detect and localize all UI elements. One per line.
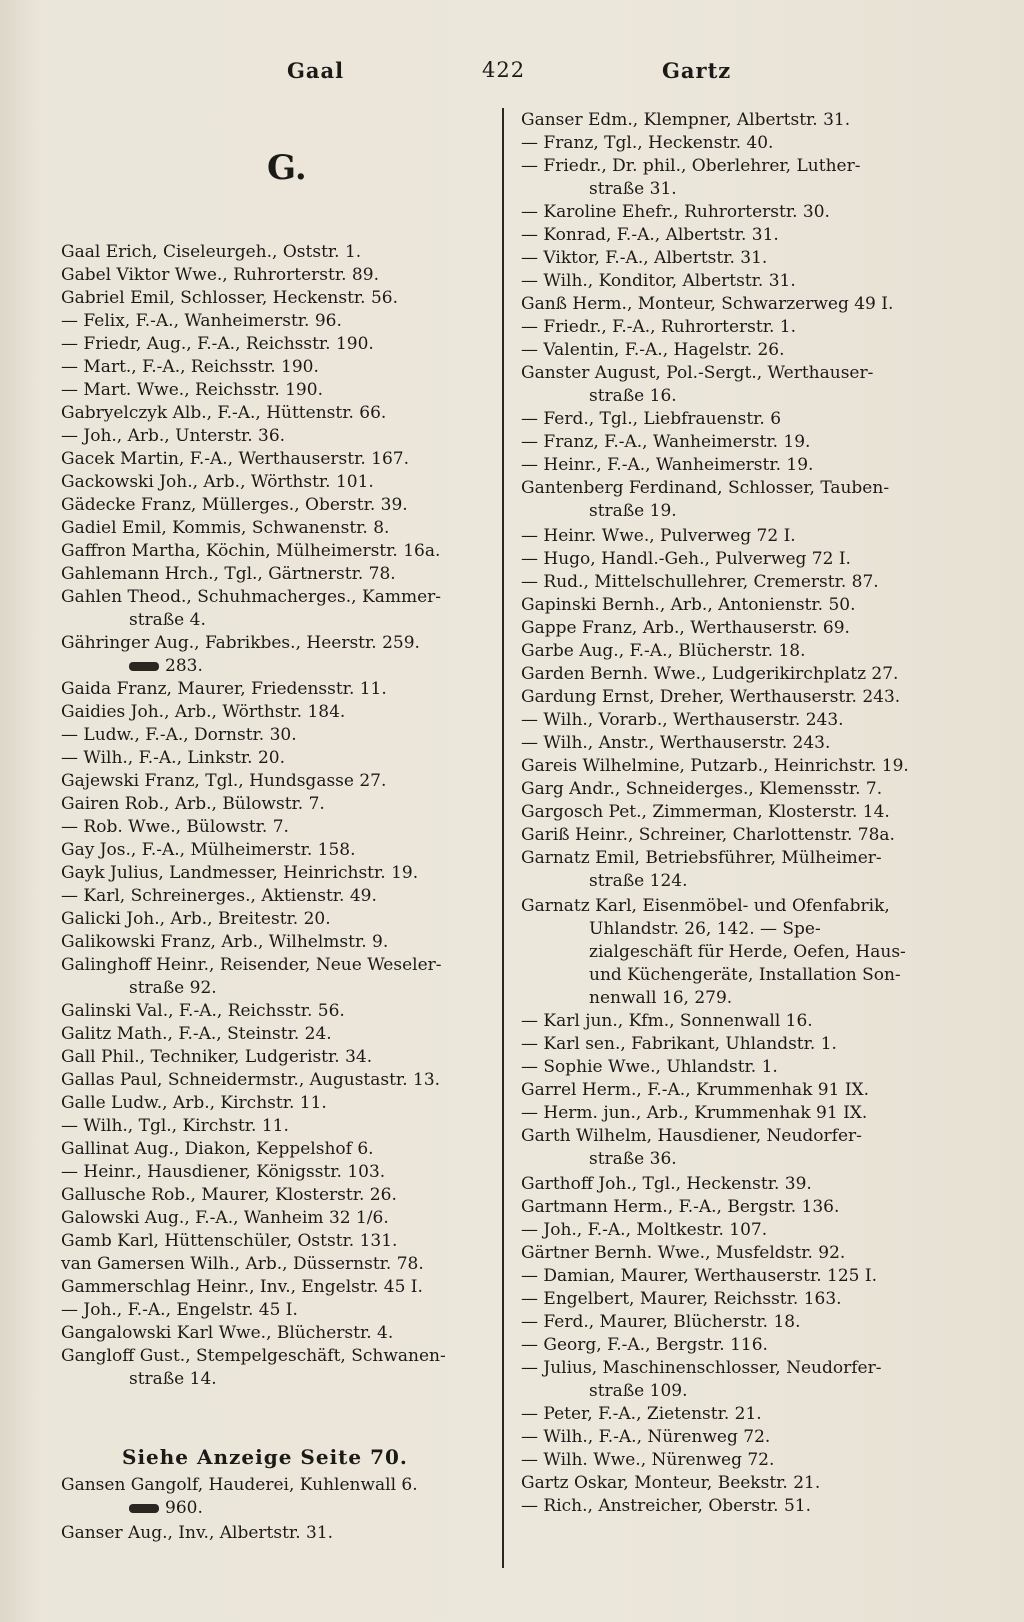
left-entry-line: — Felix, F.-A., Wanheimerstr. 96. bbox=[61, 311, 342, 331]
right-entry-line: Garthoff Joh., Tgl., Heckenstr. 39. bbox=[521, 1174, 812, 1194]
left-entry-line: Gähringer Aug., Fabrikbes., Heerstr. 259. bbox=[61, 633, 420, 653]
right-entry-line: — Rud., Mittelschullehrer, Cremerstr. 87. bbox=[521, 572, 879, 592]
left-entry-line: — Rob. Wwe., Bülowstr. 7. bbox=[61, 817, 289, 837]
right-entry-line: — Viktor, F.-A., Albertstr. 31. bbox=[521, 248, 768, 268]
left-entry-line: van Gamersen Wilh., Arb., Düssernstr. 78. bbox=[61, 1254, 424, 1274]
left-entry-line: Gairen Rob., Arb., Bülowstr. 7. bbox=[61, 794, 325, 814]
right-entry-line: — Sophie Wwe., Uhlandstr. 1. bbox=[521, 1057, 778, 1077]
left-entry-line: — Wilh., F.-A., Linkstr. 20. bbox=[61, 748, 286, 768]
left-entry-line: Gamb Karl, Hüttenschüler, Oststr. 131. bbox=[61, 1231, 398, 1251]
right-entry-line: Garrel Herm., F.-A., Krummenhak 91 IX. bbox=[521, 1080, 870, 1100]
right-entry-line: Gartz Oskar, Monteur, Beekstr. 21. bbox=[521, 1473, 821, 1493]
left-entry-line: Gangloff Gust., Stempelgeschäft, Schwanen- bbox=[61, 1346, 446, 1366]
left-entry-line: Gaida Franz, Maurer, Friedensstr. 11. bbox=[61, 679, 387, 699]
left-entry-line: Gädecke Franz, Müllerges., Oberstr. 39. bbox=[61, 495, 408, 515]
right-entry-line: Gartmann Herm., F.-A., Bergstr. 136. bbox=[521, 1197, 840, 1217]
right-entry-line: Gariß Heinr., Schreiner, Charlottenstr. 78a. bbox=[521, 825, 895, 845]
right-entry-line: Gärtner Bernh. Wwe., Musfeldstr. 92. bbox=[521, 1243, 846, 1263]
left-entry-line: Galikowski Franz, Arb., Wilhelmstr. 9. bbox=[61, 932, 389, 952]
left-entry-line: 960. bbox=[61, 1497, 203, 1520]
right-entry-line: — Valentin, F.-A., Hagelstr. 26. bbox=[521, 340, 785, 360]
right-entry-line: straße 19. bbox=[589, 501, 677, 521]
right-entry-line: — Damian, Maurer, Werthauserstr. 125 I. bbox=[521, 1266, 878, 1286]
right-entry-line: — Wilh., Anstr., Werthauserstr. 243. bbox=[521, 733, 831, 753]
right-entry-line: — Franz, Tgl., Heckenstr. 40. bbox=[521, 133, 774, 153]
left-entry-line: Gayk Julius, Landmesser, Heinrichstr. 19. bbox=[61, 863, 419, 883]
left-entry-line: Gahlen Theod., Schuhmacherges., Kammer- bbox=[61, 587, 442, 607]
left-entry-line: Gansen Gangolf, Hauderei, Kuhlenwall 6. bbox=[61, 1475, 418, 1495]
right-entry-line: nenwall 16, 279. bbox=[589, 988, 733, 1008]
right-entry-line: Gardung Ernst, Dreher, Werthauserstr. 243. bbox=[521, 687, 901, 707]
right-entry-line: Garbe Aug., F.-A., Blücherstr. 18. bbox=[521, 641, 806, 661]
right-entry-line: — Wilh. Wwe., Nürenweg 72. bbox=[521, 1450, 775, 1470]
left-entry-line: Ganser Aug., Inv., Albertstr. 31. bbox=[61, 1523, 334, 1543]
left-entry-line: — Karl, Schreinerges., Aktienstr. 49. bbox=[61, 886, 377, 906]
right-entry-line: — Engelbert, Maurer, Reichsstr. 163. bbox=[521, 1289, 842, 1309]
header-left-keyword: Gaal bbox=[287, 58, 345, 83]
right-entry-line: straße 36. bbox=[589, 1149, 677, 1169]
right-entry-line: straße 109. bbox=[589, 1381, 688, 1401]
left-entry-line: Gallas Paul, Schneidermstr., Augustastr. 13. bbox=[61, 1070, 441, 1090]
right-entry-line: — Wilh., F.-A., Nürenweg 72. bbox=[521, 1427, 771, 1447]
left-entry-line: Gacek Martin, F.-A., Werthauserstr. 167. bbox=[61, 449, 410, 469]
left-entry-line: Galowski Aug., F.-A., Wanheim 32 1/6. bbox=[61, 1208, 389, 1228]
right-entry-line: Ganser Edm., Klempner, Albertstr. 31. bbox=[521, 110, 851, 130]
left-entry-line: Galle Ludw., Arb., Kirchstr. 11. bbox=[61, 1093, 327, 1113]
right-entry-line: — Herm. jun., Arb., Krummenhak 91 IX. bbox=[521, 1103, 868, 1123]
right-entry-line: — Karl sen., Fabrikant, Uhlandstr. 1. bbox=[521, 1034, 837, 1054]
left-entry-line: — Ludw., F.-A., Dornstr. 30. bbox=[61, 725, 297, 745]
section-letter: G. bbox=[267, 148, 307, 188]
right-entry-line: — Georg, F.-A., Bergstr. 116. bbox=[521, 1335, 768, 1355]
left-entry-line: — Friedr, Aug., F.-A., Reichsstr. 190. bbox=[61, 334, 374, 354]
left-entry-line: Gallinat Aug., Diakon, Keppelshof 6. bbox=[61, 1139, 374, 1159]
right-entry-line: — Ferd., Tgl., Liebfrauenstr. 6 bbox=[521, 409, 782, 429]
right-entry-line: — Heinr., F.-A., Wanheimerstr. 19. bbox=[521, 455, 814, 475]
left-entry-line: Gay Jos., F.-A., Mülheimerstr. 158. bbox=[61, 840, 356, 860]
left-entry-line: — Heinr., Hausdiener, Königsstr. 103. bbox=[61, 1162, 386, 1182]
column-divider bbox=[502, 108, 504, 1568]
left-entry-line: Gabriel Emil, Schlosser, Heckenstr. 56. bbox=[61, 288, 399, 308]
right-entry-line: — Franz, F.-A., Wanheimerstr. 19. bbox=[521, 432, 811, 452]
left-entry-line: — Mart., F.-A., Reichsstr. 190. bbox=[61, 357, 319, 377]
right-entry-line: — Wilh., Vorarb., Werthauserstr. 243. bbox=[521, 710, 844, 730]
right-entry-line: Garnatz Karl, Eisenmöbel- und Ofenfabrik, bbox=[521, 896, 890, 916]
right-entry-line: — Karoline Ehefr., Ruhrorterstr. 30. bbox=[521, 202, 830, 222]
right-entry-line: — Julius, Maschinenschlosser, Neudorfer- bbox=[521, 1358, 882, 1378]
right-entry-line: — Friedr., F.-A., Ruhrorterstr. 1. bbox=[521, 317, 797, 337]
right-entry-line: — Karl jun., Kfm., Sonnenwall 16. bbox=[521, 1011, 813, 1031]
left-entry-line: Gackowski Joh., Arb., Wörthstr. 101. bbox=[61, 472, 374, 492]
left-entry-line: Gabel Viktor Wwe., Ruhrorterstr. 89. bbox=[61, 265, 379, 285]
right-entry-line: Gapinski Bernh., Arb., Antonienstr. 50. bbox=[521, 595, 856, 615]
left-entry-line: Gajewski Franz, Tgl., Hundsgasse 27. bbox=[61, 771, 387, 791]
left-entry-line: straße 92. bbox=[129, 978, 217, 998]
right-entry-line: Ganster August, Pol.-Sergt., Werthauser- bbox=[521, 363, 874, 383]
page-number: 422 bbox=[482, 58, 526, 82]
left-entry-line: Galitz Math., F.-A., Steinstr. 24. bbox=[61, 1024, 332, 1044]
right-entry-line: Garg Andr., Schneiderges., Klemensstr. 7. bbox=[521, 779, 883, 799]
right-entry-line: straße 124. bbox=[589, 871, 688, 891]
right-entry-line: Ganß Herm., Monteur, Schwarzerweg 49 I. bbox=[521, 294, 894, 314]
left-entry-line: Gadiel Emil, Kommis, Schwanenstr. 8. bbox=[61, 518, 390, 538]
right-entry-line: — Peter, F.-A., Zietenstr. 21. bbox=[521, 1404, 762, 1424]
left-entry-line: — Mart. Wwe., Reichsstr. 190. bbox=[61, 380, 323, 400]
right-entry-line: — Heinr. Wwe., Pulverweg 72 I. bbox=[521, 526, 796, 546]
right-entry-line: — Wilh., Konditor, Albertstr. 31. bbox=[521, 271, 796, 291]
left-entry-line: Galinski Val., F.-A., Reichsstr. 56. bbox=[61, 1001, 345, 1021]
right-entry-line: Uhlandstr. 26, 142. — Spe- bbox=[589, 919, 821, 939]
left-entry-line: Galicki Joh., Arb., Breitestr. 20. bbox=[61, 909, 331, 929]
right-entry-line: und Küchengeräte, Installation Son- bbox=[589, 965, 901, 985]
left-entry-line: Gaidies Joh., Arb., Wörthstr. 184. bbox=[61, 702, 346, 722]
left-entry-line: Gall Phil., Techniker, Ludgeristr. 34. bbox=[61, 1047, 373, 1067]
left-entry-line: straße 4. bbox=[129, 610, 206, 630]
left-entry-line: Gabryelczyk Alb., F.-A., Hüttenstr. 66. bbox=[61, 403, 387, 423]
right-entry-line: zialgeschäft für Herde, Oefen, Haus- bbox=[589, 942, 906, 962]
right-entry-line: — Ferd., Maurer, Blücherstr. 18. bbox=[521, 1312, 801, 1332]
left-entry-line: Gangalowski Karl Wwe., Blücherstr. 4. bbox=[61, 1323, 394, 1343]
advertisement-notice: Siehe Anzeige Seite 70. bbox=[122, 1445, 408, 1469]
right-entry-line: Gareis Wilhelmine, Putzarb., Heinrichstr. 19. bbox=[521, 756, 909, 776]
left-entry-line: — Wilh., Tgl., Kirchstr. 11. bbox=[61, 1116, 289, 1136]
right-entry-line: Garnatz Emil, Betriebsführer, Mülheimer- bbox=[521, 848, 882, 868]
left-entry-line: Gaffron Martha, Köchin, Mülheimerstr. 16a. bbox=[61, 541, 441, 561]
left-entry-line: Gammerschlag Heinr., Inv., Engelstr. 45 I. bbox=[61, 1277, 423, 1297]
right-entry-line: Gappe Franz, Arb., Werthauserstr. 69. bbox=[521, 618, 850, 638]
right-entry-line: Gantenberg Ferdinand, Schlosser, Tauben- bbox=[521, 478, 890, 498]
left-entry-line: — Joh., Arb., Unterstr. 36. bbox=[61, 426, 286, 446]
header-right-keyword: Gartz bbox=[662, 58, 732, 83]
right-entry-line: Gargosch Pet., Zimmerman, Klosterstr. 14. bbox=[521, 802, 890, 822]
left-entry-line: Gahlemann Hrch., Tgl., Gärtnerstr. 78. bbox=[61, 564, 396, 584]
right-entry-line: — Konrad, F.-A., Albertstr. 31. bbox=[521, 225, 779, 245]
left-entry-line: Gallusche Rob., Maurer, Klosterstr. 26. bbox=[61, 1185, 397, 1205]
right-entry-line: straße 31. bbox=[589, 179, 677, 199]
right-entry-line: — Joh., F.-A., Moltkestr. 107. bbox=[521, 1220, 768, 1240]
right-entry-line: — Hugo, Handl.-Geh., Pulverweg 72 I. bbox=[521, 549, 851, 569]
right-entry-line: Garden Bernh. Wwe., Ludgerikirchplatz 27. bbox=[521, 664, 899, 684]
page-header bbox=[0, 58, 1024, 98]
right-entry-line: — Friedr., Dr. phil., Oberlehrer, Luther- bbox=[521, 156, 861, 176]
left-entry-line: straße 14. bbox=[129, 1369, 217, 1389]
left-entry-line: Galinghoff Heinr., Reisender, Neue Weseler- bbox=[61, 955, 442, 975]
left-entry-line: — Joh., F.-A., Engelstr. 45 I. bbox=[61, 1300, 298, 1320]
left-entry-line: 283. bbox=[61, 655, 203, 678]
right-entry-line: Garth Wilhelm, Hausdiener, Neudorfer- bbox=[521, 1126, 862, 1146]
left-entry-line: Gaal Erich, Ciseleurgeh., Oststr. 1. bbox=[61, 242, 362, 262]
right-entry-line: — Rich., Anstreicher, Oberstr. 51. bbox=[521, 1496, 811, 1516]
right-entry-line: straße 16. bbox=[589, 386, 677, 406]
